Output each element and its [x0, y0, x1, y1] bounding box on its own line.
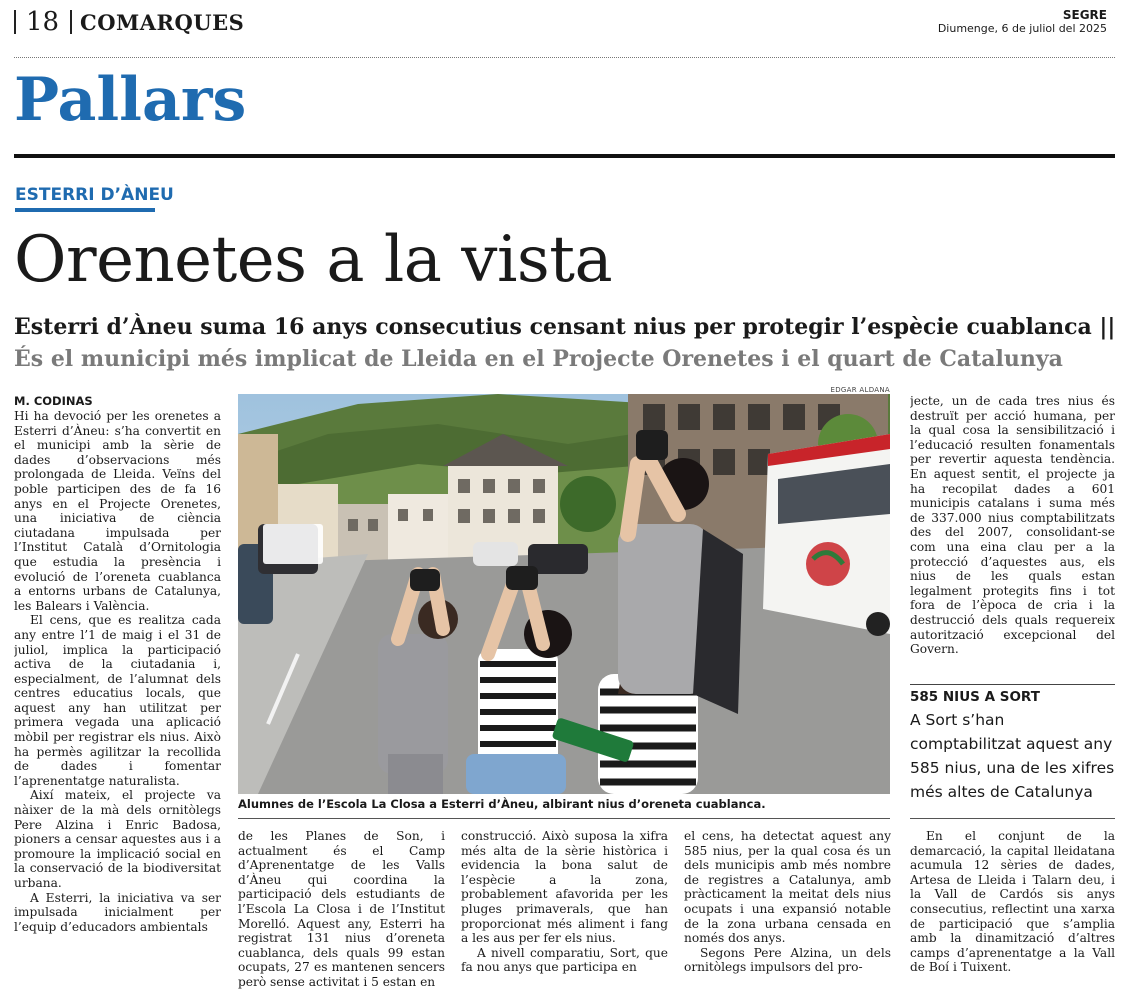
region-rule — [14, 154, 1115, 158]
article-headline: Orenetes a la vista — [14, 223, 613, 297]
highlight-text: A Sort s’han comptabilitzat aquest any 585 nius, una de les xifres més altes de Catalunya — [910, 711, 1115, 801]
article-column-5-top — [910, 394, 1115, 676]
header-divider-right — [70, 10, 72, 34]
article-column-2 — [238, 829, 445, 999]
bus-icon — [763, 434, 890, 636]
region-title: Pallars — [14, 65, 247, 135]
article-column-1 — [14, 394, 221, 994]
publication-date: Diumenge, 6 de juliol del 2025 — [937, 22, 1107, 35]
highlight-title: 585 NIUS A SORT — [910, 689, 1040, 705]
article-kicker: ESTERRI D’ÀNEU — [15, 185, 174, 205]
highlight-rule — [910, 684, 1115, 685]
paragraph: Segons Pere Alzina, un dels ornitòlegs impulsors del pro- — [684, 945, 891, 975]
paragraph: Així mateix, el projecte va nàixer de la mà dels ornitòlegs Pere Alzina i Enric Badosa, pioners a censar aquestes aus i a promoure la implicació social en la conservació de la biodiversitat urbana. — [14, 788, 221, 890]
photo-bottom-rule — [238, 818, 890, 819]
article-column-5-bottom — [910, 829, 1115, 999]
newspaper-name: SEGRE — [1062, 8, 1107, 22]
paragraph: el cens, ha detectat aquest any 585 nius, per la qual cosa és un dels municipis amb més nombre de registres a Catalunya, amb pràcticament la meitat dels nius ocupats i una expansió notable de la zona urbana censada en només dos anys. — [684, 829, 891, 946]
paragraph: construcció. Això suposa la xifra més alta de la sèrie històrica i evidencia la bona salut de l’espècie a la zona, probablement afavorida per les pluges primaverals, que han proporcionat més aliment i fang a les aus per fer els nius. — [461, 829, 668, 946]
kicker-underline — [15, 208, 155, 212]
article-photo — [238, 394, 890, 794]
paragraph: En el conjunt de la demarcació, la capital lleidatana acumula 12 sèries de dades, Artesa de Lleida i Talarn deu, i la Vall de Cardós sis anys consecutius, reflectint una xarxa de participació que s’amplia amb la dinamització d’altres camps d’aprenentatge a la Vall de Boí i Tuixent. — [910, 829, 1115, 975]
street-scene-illustration — [238, 394, 890, 794]
photo-caption: Alumnes de l’Escola La Closa a Esterri d’Àneu, albirant nius d’oreneta cuablanca. — [238, 797, 766, 811]
photo-credit: EDGAR ALDANA — [830, 386, 890, 394]
paragraph: Hi ha devoció per les orenetes a Esterri d’Àneu: s’ha convertit en el municipi amb la sèrie de dades d’observacions més prolongada de Lleida. Veïns del poble participen des de fa 16 anys en el Projecte Orenetes, una iniciativa de ciència ciutadana impulsada per l’Institut Català d’Ornitologia que estudia la presència i evolució de l’oreneta cuablanca a entorns urbans de Catalunya, les Balears i València. — [14, 409, 221, 613]
highlight-box — [910, 684, 1115, 804]
byline: M. CODINAS — [14, 394, 93, 408]
header-divider-left — [14, 10, 16, 34]
paragraph: A Esterri, la iniciativa va ser impulsada inicialment per l’equip d’educadors ambientals — [14, 890, 221, 934]
paragraph: A nivell comparatiu, Sort, que fa nou anys que participa en — [461, 945, 668, 975]
article-column-3 — [461, 829, 668, 999]
header-dotted-rule — [14, 57, 1115, 58]
article-subtitle-primary: Esterri d’Àneu suma 16 anys consecutius censant nius per protegir l’espècie cuablanca || — [14, 314, 1116, 340]
paragraph: El cens, que es realitza cada any entre l’1 de maig i el 31 de juliol, implica la participació activa de la ciutadania i, especialment, de l’alumnat dels centres educatius locals, que aquest any han utilitzat per primera vegada una aplicació mòbil per registrar els nius. Això ha permès agilitzar la recollida de dades i fomentar l’aprenentatge naturalista. — [14, 613, 221, 788]
page-number: 18 — [26, 7, 60, 37]
column-5-rule — [910, 818, 1115, 819]
paragraph: de les Planes de Son, i actualment és el Camp d’Aprenentatge de les Valls d’Àneu qui coordina la participació dels estudiants de l’Escola La Closa i de l’Institut Morelló. Aquest any, Esterri ha registrat 131 nius d’oreneta cuablanca, dels quals 99 estan ocupats, 27 es mantenen sencers però sense activitat i 5 estan en — [238, 829, 445, 989]
article-column-4 — [684, 829, 891, 999]
section-name: COMARQUES — [80, 10, 245, 35]
paragraph: jecte, un de cada tres nius és destruït per acció humana, per la qual cosa la sensibilització i l’educació resulten fonamentals per revertir aquesta tendència. En aquest sentit, el projecte ja ha recopilat dades a 601 municipis catalans i suma més de 337.000 nius comptabilitzats des del 2007, consolidant-se com una eina clau per a la protecció d’aquestes aus, els nius de les quals estan legalment protegits fins i tot fora de l’època de cria i la destrucció dels quals requereix autorització excepcional del Govern. — [910, 394, 1115, 657]
article-subtitle-secondary: És el municipi més implicat de Lleida en el Projecte Orenetes i el quart de Catalunya — [14, 346, 1063, 372]
